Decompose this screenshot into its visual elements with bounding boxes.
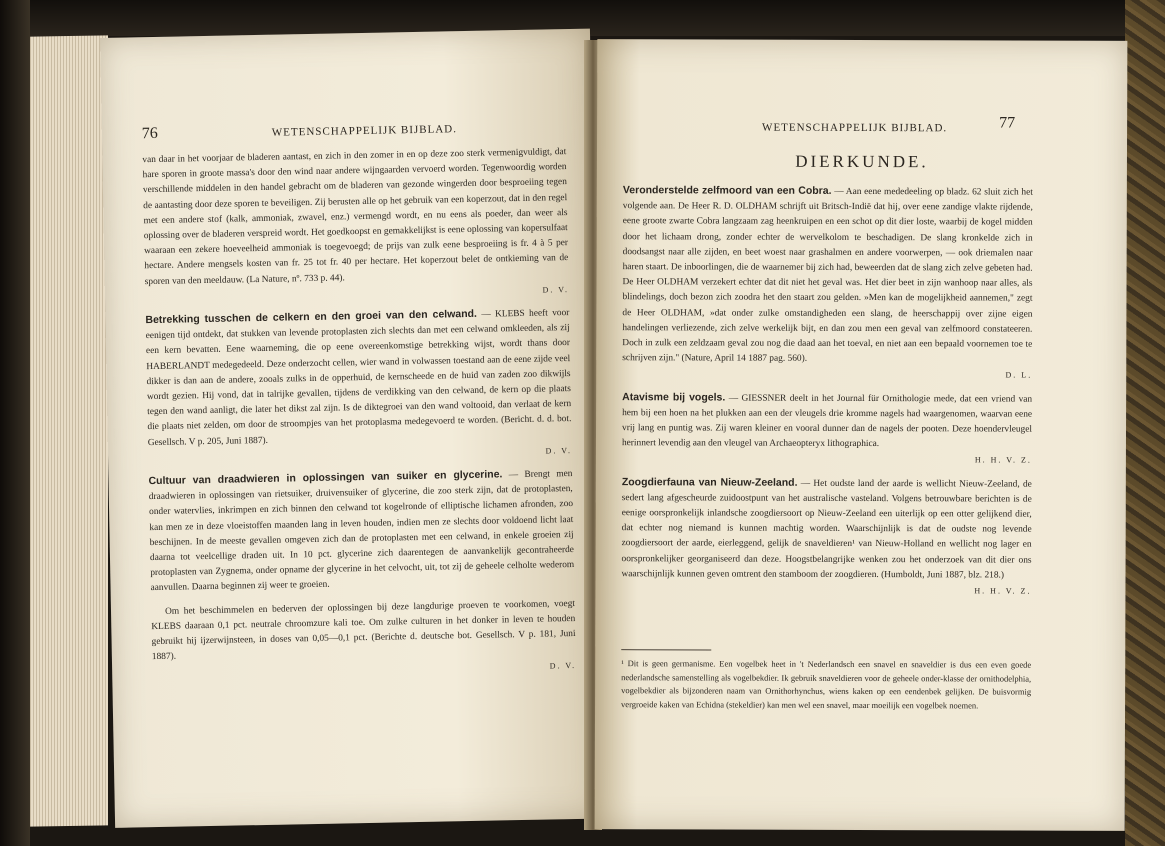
article-text-cobra: — Aan eene mededeeling op bladz. 62 sluit zich het volgende aan. De Heer R. D. OLDHAM schrijft uit Britsch-Indië dat hij, over eene zandige vlakte rijdende, eene groote zwarte Cobra langzaam zag heenkruipen en een schot op dit dier loste, waarbij de kogel midden door het lichaam drong, zonder echter de wervelkolom te beschadigen. De slang kronkelde zich in doodsangst naar alle zijden, en beet woest naar grashalmen en andere voorwerpen, — ook driemalen naar haren staart. De inboorlingen, die de waarnemer bij zich had, beweerden dat de slang zich zelve gebeten had. De Heer OLDHAM verzekert echter dat dit niet het geval was. Het dier beet in zijn wanhoop naar alles, als blindelings, doch bezon zich zoodra het den staart zou gelden. »Men kan de mogelijkheid aannemen," zegt de Heer OLDHAM, »dat onder zulke omstandigheden een slang, de heerschappij over zijne eigen handelingen verliezende, zich zelve werkelijk bijt, en dan zou men een geval van zelfmoord constateeren. Doch in zulk een zeldzaam geval zou nog die daad aan het toeval, en niet aan een bepaald voornemen toe te schrijven zijn." (Nature, April 14 1887 pag. 560). [622, 186, 1033, 365]
signature-celkern: D. V. [545, 445, 573, 456]
article-title-atavisme: Atavisme bij vogels. [622, 390, 726, 404]
article-text-draadwieren: — Brengt men draadwieren in oplossingen van rietsuiker, druivensuiker of glycerine, die zoo sterk zijn, dat de protoplasten, onder watervlies, inkrimpen en zich binnen den celwand tot kogelronde of elliptische lichamen afronden, zoo kan men ze in deze vloeistoffen maanden lang in leven houden, indien men ze slechts door voldoend licht laat beschijnen. In de meeste gevallen omgeven zich dan de protoplasten met een celwand, in enkele groeien zij daarna tot veelcellige draden uit. In 10 pct. glycerine zich daarentegen de aanvankelijk gecontraheerde protoplasten van Zygnema, onder opname der glycerine in het celvocht, uit, tot zij de geheele celholte wederom aanvullen. Daarna beginnen zij weer te groeien. [148, 469, 575, 594]
signature-cobra: D. L. [1005, 370, 1033, 381]
footnote-rule [621, 649, 711, 650]
article-text-atavisme: — GIESSNER deelt in het Journal für Ornithologie mede, dat een vriend van hem bij een hoen na het plukken aan een der vleugels drie kromme nagels had waargenomen, waarvan eene vrij lang en puntig was. Zij waren kleiner en vooral dunner dan de nagels der pooten. Deze hoendervleugel herinnert levendig aan den vleugel van Archaeopteryx lithographica. [621, 393, 1033, 450]
book-cover-marbled-edge [1125, 0, 1165, 846]
article-title-zoogdierfauna: Zoogdierfauna van Nieuw-Zeeland. [621, 475, 798, 489]
article-title-cobra: Veronderstelde zelfmoord van een Cobra. [622, 184, 832, 197]
right-text-column [621, 183, 1032, 607]
right-page [595, 39, 1128, 831]
footnote: ¹ Dit is geen germanisme. Een vogelbek heet in 't Nederlandsch een snavel en snaveldier is dus een even goede nederlandsche samenstelling als vogelbekdier. Ik gebruik snaveldieren voor de geheele onder-klasse der ornithodelphia, vogelbekdier als bijzonderen naam van Ornithorhynchus, wiens kaken op een eendenbek gelijken. De buisvormig vergroeide kaken van Echidna (stekeldier) kan men wel een snavel, maar moeilijk een vogelbek noemen. [621, 658, 1032, 710]
signature-atavisme: H. H. V. Z. [974, 455, 1032, 466]
article-text-draadwieren-2: Om het beschimmelen en bederven der oplossingen bij deze langdurige proeven te voorkomen, voegt KLEBS daaraan 0,1 pct. neutrale chroomzure kali toe. Om zulke culturen in het donker in leven te houden gebruikt hij ijzerwijnsteen, in doses van 0,05—0,1 pct. (Berichte d. deutsche bot. Gesellsch. V p. 181, Juni 1887). [151, 598, 576, 663]
intro-paragraph: van daar in het voorjaar de bladeren aantast, en zich in den zomer in en op deze zoo sterk vermenigvuldigt, dat hare sporen in groote massa's door den wind naar andere wijngaarden vervoerd worden. Tegenwoordig worden verschillende middelen in den handel gebracht om de bladeren van gezonde wingerden door besproeiing tegen de aantasting door deze sporen te beveiligen. Zij berusten alle op het gebruik van een koperzout, dat in den regel met een andere stof (kalk, ammoniak, zwavel, enz.) vermengd wordt, en nu eens als poeder, dan weer als oplossing over de bladeren verspreid wordt. Het goedkoopst en gemakkelijkst is eene oplossing van kopersulfaat waaraan een zekere hoeveelheid ammoniak is toegevoegd; de prijs van zulk eene besproeiing is fr. 4 à 5 per hectare. Andere mengsels kosten van fr. 25 tot fr. 40 per hectare. Het koperzout belet de ontkieming van de sporen van den meeldauw. (La Nature, nº. 733 p. 44). [142, 147, 569, 287]
article-text-zoogdierfauna: — Het oudste land der aarde is wellicht Nieuw-Zeeland, de sedert lang afgescheurde zuidoostpunt van het australische vasteland. Volgens betrouwbare berichten is de eenige oorspronkelijk inlandsche zoogdiersoort op Nieuw-Zeeland een uiterlijk op een otter gelijkend dier, dat echter nog niemand is kunnen machtig worden. Waarschijnlijk is dat de oudste nog levende zoogdiersoort der aarde, eierleggend, gelijk de snaveldieren¹ van Nieuw-Holland en wellicht nog lager en oorspronkelijker georganiseerd dan deze. Hoogstbelangrijke wenken zou het onderzoek van dit dier ons waarschijnlijk kunnen geven omtrent den stamboom der zoogdieren. (Humboldt, Juni 1887, blz. 218.) [621, 478, 1032, 581]
intro-signature: D. V. [542, 284, 569, 295]
article-text-celkern: — KLEBS heeft voor eenigen tijd ontdekt, dat stukken van levende protoplasten zich slechts dan met een celwand omkleeden, als zij een kern bevatten. Eene waarneming, die op eene overeenkomstige betrekking wijst, wordt thans door HABERLANDT medegedeeld. Deze onderzocht cellen, wier wand in volwassen toestand aan de eene zijde veel dikker is dan aan de andere, zooals zulks in de opperhuid, de kernscheede en de huid van zaden zoo dikwijls wordt gezien. Hij vond, dat in talrijke gevallen, tijdens de verdikking van den celwand, de kern op die plaats tegen den wand aanligt, die later het dikst zal zijn. Is de diktegroei van den wand voltooid, dan verlaat de kern die plaats niet zelden, om door de stroompjes van het protoplasma medegevoerd te worden. (Bericht. d. d. bot. Gesellsch. V p. 205, Juni 1887). [145, 308, 572, 448]
left-text-column [142, 145, 576, 689]
running-header-right: WETENSCHAPPELIJK BIJBLAD. [762, 121, 948, 135]
article-title-draadwieren: Cultuur van draadwieren in oplossingen van suiker en glycerine. [148, 468, 503, 488]
signature-draadwieren: D. V. [549, 660, 577, 670]
page-number-right: 77 [999, 114, 1016, 132]
signature-zoogdierfauna: H. H. V. Z. [974, 586, 1032, 596]
article-title-celkern: Betrekking tusschen de celkern en den groei van den celwand. [145, 307, 478, 327]
section-title-dierkunde: DIERKUNDE. [795, 151, 929, 172]
running-header-left: WETENSCHAPPELIJK BIJBLAD. [271, 123, 458, 139]
left-page [100, 29, 605, 828]
page-stack-left [30, 35, 108, 826]
page-number-left: 76 [141, 124, 159, 143]
book-cover-left [0, 0, 30, 846]
